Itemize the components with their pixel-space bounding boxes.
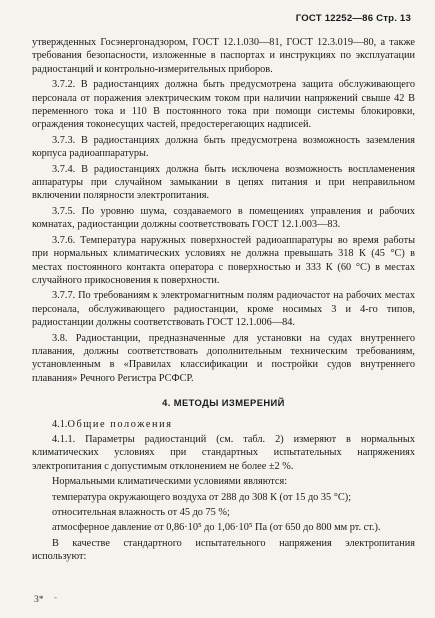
document-body xyxy=(32,36,415,564)
paragraph: 4.1.1. Параметры радиостанций (см. табл. 2) измеряют в нормальных климатических условиях при стандартных испытательных напряжениях электропитания с допустимым отклонением не более ±2 %. xyxy=(32,433,415,472)
page-footer-signature: 3* xyxy=(34,594,44,605)
paragraph: 3.7.4. В радиостанциях должна быть исключена возможность воспламенения аппаратуры при случайном замыкании в цепях питания и при неправильном включении полярности электропитания. xyxy=(32,163,415,202)
paragraph: атмосферное давление от 0,86·10⁵ до 1,06·10⁵ Па (от 650 до 800 мм рт. ст.). xyxy=(52,522,381,534)
section-title: 4. МЕТОДЫ ИЗМЕРЕНИЙ xyxy=(162,397,285,409)
paragraph: 3.7.6. Температура наружных поверхностей радиоаппаратуры во время работы при нормальных климатических условиях не должна превышать 318 К (45 °С) в местах постоянного контакта оператора с поверхностью и 333 К (60 °С) в местах случайного прикосновения к поверхности. xyxy=(32,234,415,286)
paragraph: 3.7.3. В радиостанциях должна быть предусмотрена возможность заземления корпуса радиоаппаратуры. xyxy=(32,134,415,160)
footer-mark: - xyxy=(54,592,57,602)
subsection-title: Общие положения xyxy=(67,418,173,430)
paragraph: температура окружающего воздуха от 288 до 308 К (от 15 до 35 °С); xyxy=(52,491,352,503)
paragraph: 3.7.2. В радиостанциях должна быть предусмотрена защита обслуживающего персонала от поражения электрическим током при наличии напряжений свыше 42 В переменного тока и 110 В постоянного тока при помощи системы блокировки, ограждения токонесущих частей, предостерегающих надписей. xyxy=(32,79,415,131)
paragraph: относительная влажность от 45 до 75 %; xyxy=(52,507,230,518)
paragraph: 3.7.5. По уровню шума, создаваемого в помещениях управления и рабочих комнатах, радиостанции должны соответствовать ГОСТ 12.1.003—83. xyxy=(32,205,415,231)
subsection-heading xyxy=(32,418,415,431)
paragraph: В качестве стандартного испытательного напряжения электропитания используют: xyxy=(32,537,415,563)
paragraph: 3.7.7. По требованиям к электромагнитным полям радиочастот на рабочих местах персонала, обслуживающего радиостанции, кроме носимых 3 и 4-го типов, радиостанции должны соответствовать ГОСТ 12.1.006—84. xyxy=(32,290,415,329)
subsection-number: 4.1. xyxy=(52,418,68,430)
page-header: ГОСТ 12252—86 Стр. 13 xyxy=(295,13,411,24)
paragraph: утвержденных Госэнергонадзором, ГОСТ 12.1.030—81, ГОСТ 12.3.019—80, а также требования безопасности, изложенные в паспортах и инструкциях по эксплуатации радиостанций и контрольно-измерительных приборов. xyxy=(32,37,415,75)
paragraph: 3.8. Радиостанции, предназначенные для установки на судах внутреннего плавания, должны соответствовать дополнительным техническим требованиям, установленным в «Правилах классификации и постройки судов внутреннего плавания» Речного Регистра РСФСР. xyxy=(32,332,415,384)
paragraph: Нормальными климатическими условиями являются: xyxy=(52,476,288,488)
